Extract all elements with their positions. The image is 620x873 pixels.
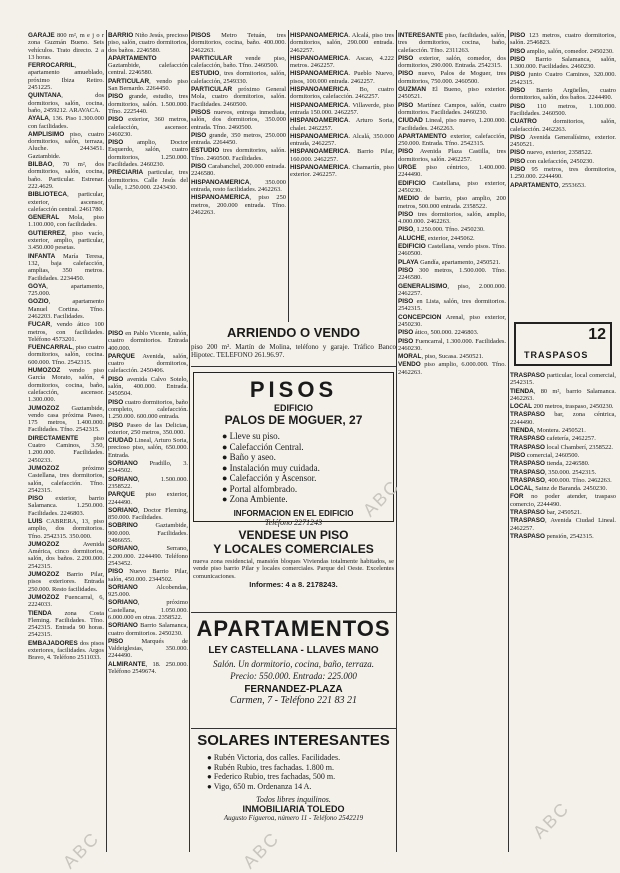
classified-ad: APARTAMENTO, 2553653. [510,181,586,189]
ad-pisos-subtitle: EDIFICIO [273,403,313,413]
classified-ad: PISO Fuencarral, 1.300.000. Facilidades. 2460230. [398,337,506,352]
classified-ad: FERROCARRIL, apartamento amueblado, próximo Ibiza Retiro. 2451225. [28,62,104,92]
ad-pisos-features [194,431,393,505]
classified-ad: PLAYA Gandía, apartamento, 2450521. [398,258,501,266]
classified-ad: TRASPASO, 400.000. Tfno. 2462263. [510,476,612,484]
classified-ad: GARAJE 800 m², m e j o r zona Guzmán Bueno. Seis vehículos. Trato directo. 2 a 13 horas. [28,32,104,61]
classified-ad: TRASPASO particular, local comercial, 2542315. [510,372,616,387]
classified-ad: LOCAL, Sainz de Baranda. 2450230. [510,485,608,493]
ad-arriendo-title: ARRIENDO O VENDO [227,325,360,340]
classified-ad: TRASPASO tienda, 2246580. [510,460,590,468]
feature-item: ● Zona Ambiente. [222,494,288,504]
classified-ad: TRASPASO bar, zona céntrica, 2244490. [510,411,616,426]
classified-ad: FUCAR, vendo ático 100 metros, con facilidades. Teléfono 4573201. [28,321,104,343]
classified-ad: PISO Martínez Campos, salón, cuatro dormitorios. Facilidades. 2460230. [398,101,506,116]
ad-vendese [193,528,394,608]
ad-vendese-phone: Informes: 4 a 8. 2178243. [249,580,338,590]
classified-ad: PISO Carabanchel, 200.000 entrada. 2246580. [191,163,286,178]
classified-ad: TRASPASO cafetería, 2462257. [510,435,596,443]
classified-ad: CUATRO dormitorios, salón, calefacción. 2462263. [510,118,616,133]
ad-solares-list [193,753,394,791]
classified-ad: APARTAMENTO exterior, calefacción, 250.000. Entrada. Tfno. 2542315. [398,132,506,148]
classified-ad: MORAL, piso, Sucasa. 2450521. [398,353,484,361]
classified-ad: VENDO piso amplio, 6.000.000. Tfno. 2462263. [398,361,506,376]
ad-arriendo [191,322,396,364]
classified-ad: PISO nuevo, Palos de Moguer, tres dormitorios, 750.000. 2460500. [398,70,506,85]
classified-ad: PISO Marqués de Valdeiglesias, 350.000. 2244490. [108,637,188,660]
classified-ad: FOR no poder atender, traspaso comercio, 2244490. [510,493,616,508]
divider [191,366,396,367]
classified-ad: BIBLIOTECA, particular, exterior, ascensor, calefacción central. 2461780. [28,191,104,213]
classified-ad: GENERAL Mola, piso 1.100.000, con facilidades. [28,214,104,229]
divider [191,612,396,613]
classified-ad: PISO amplio, salón, comedor. 2450230. [510,47,614,55]
classified-ad: ESTUDIO tres dormitorios, salón. Tfno. 2460500. Facilidades. [191,147,286,162]
section-label: TRASPASOS [524,350,589,360]
feature-item: ● Instalación muy cuidada. [222,462,320,473]
classifieds-column-6b [510,372,616,852]
feature-item: ● Baño y aseo. [222,452,276,462]
classified-ad: HISPANOAMERICA. Alcalá, piso tres dormitorios, salón, 290.000 entrada. 2462257. [290,32,394,54]
classified-ad: EMBAJADORES dos pisos exteriores, facilidades. Argos Bravo, 4. Teléfono 2511033. [28,639,104,662]
classified-ad: PRECIARIA particular, tres dormitorios. Calle Jesús del Valle, 1.250.000. 2243430. [108,169,188,191]
classified-ad: CIUDAD Lineal, Arturo Soria, precioso piso, salón, 650.000. Entrada. [108,437,188,459]
classified-ad: PISO Barrio Argüelles, cuatro dormitorios, salón, dos baños. 2244490. [510,87,616,102]
classified-ad: CONCEPCION Arenal, piso exterior, 2450230. [398,313,506,328]
classified-ad: PISO en Lista, salón, tres dormitorios. 2542315. [398,298,506,313]
feature-item: ● Portal alfombrado. [222,483,298,494]
classified-ad: PISO, 1.250.000. Tfno. 2450230. [398,226,485,234]
classified-ad: PISO cuatro dormitorios, baño completo, calefacción. 1.250.000. 600.000 entrada. [108,398,188,421]
classified-ad: BARRIO Niño Jesús, precioso piso, salón, cuatro dormitorios, dos baños. 2246580. [108,32,188,54]
classified-ad: ALMIRANTE, 18. 250.000. Teléfono 2549674. [108,660,188,676]
divider [191,728,396,729]
classified-ad: PISO nuevo, exterior, 2358522. [510,149,593,157]
classified-ad: PISO comercial, 2460500. [510,451,580,459]
classified-ad: SORIANO, Doctor Fleming, 850.000. Facilidades. [108,506,188,522]
column-rule [396,30,397,852]
classified-ad: LOCAL 200 metros, traspaso, 2450230. [510,403,614,411]
classified-ad: PARQUE Avenida, salón, cuatro dormitorios, calefacción. 2450406. [108,352,188,375]
ad-solares-address: Augusto Figueroa, número 11 - Teléfono 2542219 [223,814,364,822]
watermark: ABC [528,797,574,843]
column-rule [508,30,509,852]
section-traspasos [514,322,612,366]
classified-ad: INFANTA María Teresa, 132, baja calefacción, amplias, 350 metros. Facilidades. 2234450. [28,252,104,282]
classified-ad: TIENDA, 80 m², barrio Salamanca. 2462263. [510,387,616,402]
ad-vendese-body: nueva zona residencial, mansión bloques Viviendas totalmente habitados, se vende piso barrio Pilar y locales comerciales. Parque del Oeste. Excelentes comunicaciones. [193,558,394,580]
classified-ad: MEDIO de barrio, piso amplio, 200 metros, 500.000 entrada. 2358522. [398,195,506,210]
classified-ad: GUZMAN El Bueno, piso exterior. 2450521. [398,86,506,101]
ad-apartamentos-body: Salón. Un dormitorio, cocina, baño, terraza. [213,659,374,669]
classified-ad: SORIANO, Serrano, 2.200.000. 2244490. Teléfono 2543452. [108,545,188,567]
classified-ad: PISO Barrio Salamanca, salón, 1.300.000. Facilidades. 2460230. [510,55,616,71]
classified-ad: HISPANOAMERICA. Chamartín, piso exterior. 2462257. [290,164,394,179]
section-number: 12 [588,326,606,343]
column-rule [288,30,289,322]
classified-ad: PISO amplio, Doctor Esquerdo, salón, cuatro dormitorios, 1.250.000. Facilidades. 2460230. [108,139,188,169]
ad-solares-agency: INMOBILIARIA TOLEDO [242,804,345,814]
classified-ad: GOZIO, apartamento Manuel Cortina. Tfno. 2462203. Facilidades. [28,298,104,320]
classified-ad: PISO exterior, barrio Salamanca. 1.250.000. Facilidades. 2246803. [28,495,104,517]
solar-item: ● Rubén Victoria, dos calles. Facilidades. [207,753,341,762]
classified-ad: ALUCHE, exterior, 2445062. [398,234,475,242]
classifieds-column-2a [108,32,188,324]
classified-ad: TRASPASO, 350.000. 2542315. [510,468,597,476]
classified-ad: PISO Paseo de las Delicias, exterior, 250 metros, 350.000. [108,421,188,436]
classifieds-column-6 [510,32,616,350]
watermark: ABC [238,827,284,873]
ad-solares-note: Todos libres inquilinos. [256,795,331,804]
classified-ad: SOBRINO Gaztambide, 900.000. Facilidades. 2486655. [108,522,188,545]
classified-ad: JUMOZOZ próximo Castellana, tres dormitorios, salón, calefacción. Tfno. 2542315. [28,464,104,494]
classified-ad: TRASPASO bar, 2450521. [510,509,582,517]
classifieds-column-3 [191,32,286,322]
classified-ad: JUMOZOZ Barrio Pilar, pisos exteriores. Entrada 250.000. Resto facilidades. [28,571,104,593]
classified-ad: HISPANOAMERICA. Barrio Pilar, 160.000. 2462257. [290,148,394,163]
classified-ad: PISO tres dormitorios, salón, amplio, 4.000.000. 2462263. [398,210,506,226]
ad-arriendo-body: piso 200 m². Martín de Molina, teléfono y garaje. Tráfico Banco Hipotec. TELEFONO 261.96.97. [191,343,396,359]
watermark: ABC [358,475,404,521]
classified-ad: TRASPASO pensión, 2542315. [510,532,594,540]
classified-ad: SORIANO, próximo Castellana, 1.050.000. 6.000.000 en otras. 2358522. [108,599,188,621]
ad-pisos-address: PALOS DE MOGUER, 27 [224,413,363,427]
classified-ad: HISPANOAMERICA. Bo, cuatro dormitorios, calefacción. 2462257. [290,86,394,101]
classified-ad: PISO con calefacción, 2450230. [510,157,594,165]
classified-ad: PISO 110 metros, 1.100.000. Facilidades. 2460500. [510,102,616,117]
classified-ad: FUENCARRAL, piso cuatro dormitorios, salón, cocina. 600.000. Tfno. 2542315. [28,344,104,366]
classified-ad: CIUDAD Lineal, piso nuevo, 1.200.000. Facilidades. 2462263. [398,117,506,132]
ad-apartamentos-title: APARTAMENTOS [196,616,391,641]
classified-ad: TRASPASO local Chamberí, 2358522. [510,443,614,451]
feature-item: ● Calefacción Central. [222,441,304,452]
classified-ad: TIENDA, Montera. 2450521. [510,427,586,435]
classified-ad: URGE piso céntrico, 1.400.000. 2244490. [398,164,506,179]
classified-ad: SORIANO Alcobendas, 925.000. [108,583,188,599]
classified-ad: ESTUDIO, tres dormitorios, salón, calefacción, 2549330. [191,70,286,85]
ad-vendese-title: VENDESE UN PISO [238,528,349,542]
classified-ad: QUINTANA, dos dormitorios, salón, cocina, baño, 2459212. ARAVACA. [28,92,104,114]
classifieds-column-4 [290,32,394,322]
classified-ad: PISO exterior, 360 metros, calefacción, ascensor. 2460230. [108,116,188,138]
classified-ad: PISO grande, estudio, tres dormitorios, salón. 1.500.000. Tfno. 2225440. [108,93,188,115]
classified-ad: AYALA, 136. Piso 1.300.000 con facilidades. [28,115,104,130]
classified-ad: PISOS Metro Tetuán, tres dormitorios, cocina, baño. 400.000. 2462263. [191,32,286,54]
classified-ad: BILBAO, 70 m², dos dormitorios, salón, cocina, baño. Particular. Estrenar. 222.4629. [28,161,104,190]
ad-apartamentos-subtitle: LEY CASTELLANA - LLAVES MANO [208,645,379,656]
ad-apartamentos-price: Precio: 550.000. Entrada: 225.000 [230,671,357,681]
classified-ad: HUMOZOZ vendo piso García Morato, salón, 4 dormitorios, cocina, baño, calefacción, ascensor. 1.300.000. [28,367,104,404]
ad-pisos-title: PISOS [249,377,338,402]
classified-ad: JUMOZOZ Avenida América, cinco dormitorios, salón, dos baños. 2.200.000. 2542315. [28,540,104,570]
classified-ad: PISO Avenida Plaza Castilla, tres dormitorios, salón. 2462257. [398,148,506,163]
classified-ad: HISPANOAMERICA. Alcalá, 350.000 entrada, 2462257. [290,132,394,148]
classified-ad: PISO Nuevo Barrio Pilar, salón, 450.000. 2344502. [108,568,188,583]
classified-ad: SORIANO Barrio Salamanca, cuatro dormitorios. 2450230. [108,622,188,637]
classified-ad: INTERESANTE piso, facilidades, salón, tres dormitorios, cocina, baño, calefacción. Tfno. 2311263. [398,32,506,54]
classified-ad: PISO Avenida Generalísimo, exterior. 2450521. [510,133,616,149]
classified-ad: GUTIERREZ, piso vacío, exterior, amplio, particular, 3.450.000 pesetas. [28,229,104,252]
classified-ad: PISOS nuevos, entrega inmediata, salón, dos dormitorios, 350.000 entrada. Tfno. 2460500. [191,108,286,131]
ad-solares [193,732,394,852]
classifieds-column-2b [108,330,188,852]
classified-ad: HISPANOAMERICA, 350.000 entrada, resto facilidades. 2462263. [191,178,286,193]
classified-ad: GOYA, apartamento, 725.000. [28,282,104,298]
classified-ad: HISPANOAMERICA. Arturo Soria, chalet. 2462257. [290,117,394,132]
column-rule [106,30,107,852]
classified-ad: PISO avenida Calvo Sotelo, salón, 400.000. Entrada. 2450504. [108,375,188,398]
classified-ad: HISPANOAMERICA. Pueblo Nuevo, pisos, 100.000 entrada. 2462257. [290,70,394,85]
classified-ad: AMPLISIMO piso, cuatro dormitorios, salón, terraza, Aluche. 2443451. Gaztambide. [28,130,104,160]
classified-ad: PISO ático, 500.000. 2246803. [398,329,479,337]
classified-ad: PISO 300 metros, 1.500.000. Tfno. 2246580. [398,266,506,282]
classified-ad: GENERALISIMO, piso, 2.000.000. 2462257. [398,282,506,297]
ad-vendese-subtitle: Y LOCALES COMERCIALES [213,542,374,556]
classified-ad: HISPANOAMERICA, piso 250 metros, 200.000 entrada. Tfno. 2462263. [191,194,286,216]
solar-item: ● Federico Rubio, tres fachadas, 500 m. [207,772,336,781]
classified-ad: EDIFICIO Castellana, vendo pisos. Tfno. 2460500. [398,243,506,258]
column-rule [189,30,190,852]
classified-ad: PISO exterior, salón, comedor, dos dormitorios, 290.000. Entrada. 2542315. [398,54,506,70]
classified-ad: JUMOZOZ Gaztambide, vendo casa próxima Paseo, 175 metros, 1.400.000. Facilidades. Tfno. 2542315. [28,404,104,434]
ad-apartamentos-address: Carmen, 7 - Teléfono 221 83 21 [229,695,358,706]
classified-ad: PISO 123 metros, cuatro dormitorios, salón. 2546823. [510,32,616,47]
classified-ad: HISPANOAMERICA. Ascao, 4.222 metros. 2462257. [290,54,394,70]
classified-ad: HISPANOAMERICA. Villaverde, piso entrada 150.000. 2462257. [290,101,394,116]
classified-ad: PARTICULAR vende piso, calefacción, baño. Tfno. 2460500. [191,54,286,70]
classified-ad: PARTICULAR, vendo piso San Bernardo. 2264450. [108,77,188,93]
classified-ad: TRASPASO, Avenida Ciudad Lineal. 2462257. [510,517,616,532]
classified-ad: PISO grande, 350 metros, 250.000 entrada. 2264450. [191,131,286,147]
watermark: ABC [58,827,104,873]
ad-apartamentos [193,616,394,724]
classified-ad: PISO 95 metros, tres dormitorios, 1.250.000. 2244490. [510,166,616,181]
feature-item: ● Calefacción y Ascensor. [222,473,317,483]
classified-ad: TIENDA zona Costa Fleming. Facilidades. Tfno. 2542315. Entrada 90 horas. 2542315. [28,609,104,639]
classified-ad: DIRECTAMENTE piso Cuatro Caminos, 3.50, 1.200.000. Facilidades. 2450233. [28,434,104,464]
classified-ad: APARTAMENTO Gaztambide, calefacción central. 2246580. [108,54,188,77]
ad-pisos-phone: Teléfono 2271243 [264,517,323,527]
classified-ad: EDIFICIO Castellana, piso exterior, 2450230. [398,179,506,194]
classifieds-column-5 [398,32,506,852]
classified-ad: PISO en Pablo Vicente, salón, cuatro dormitorios. Entrada 400.000. [108,330,188,352]
ad-pisos-info: INFORMACION EN EL EDIFICIO [233,508,354,518]
classified-ad: SORIANO, 1.500.000. 2358522. [108,475,188,490]
feature-item: ● Lleve su piso. [222,431,280,441]
classified-ad: SORIANO Pradillo, 3. 2344502. [108,460,188,475]
classified-ad: PISO junto Cuatro Caminos, 320.000. 2542315. [510,71,616,86]
classified-ad: JUMOZOZ Fuencarral, 6, 2224033. [28,593,104,609]
classifieds-column-1 [28,32,104,852]
classified-ad: LUIS CABRERA, 13, piso amplio, dos dormitorios. Tfno. 2542315. 350.000. [28,518,104,540]
solar-item: ● Vigo, 650 m. Ordenanza 14 A. [207,781,312,791]
ad-apartamentos-agency: FERNANDEZ-PLAZA [244,684,343,695]
ad-solares-title: SOLARES INTERESANTES [197,732,390,749]
classified-ad: PARQUE piso exterior, 2244490. [108,491,188,506]
classified-ad: PARTICULAR próximo General Mola, cuatro dormitorios, salón. Facilidades. 2460500. [191,86,286,108]
solar-item: ● Rubén Rubio, tres fachadas. 1.800 m. [207,762,335,772]
